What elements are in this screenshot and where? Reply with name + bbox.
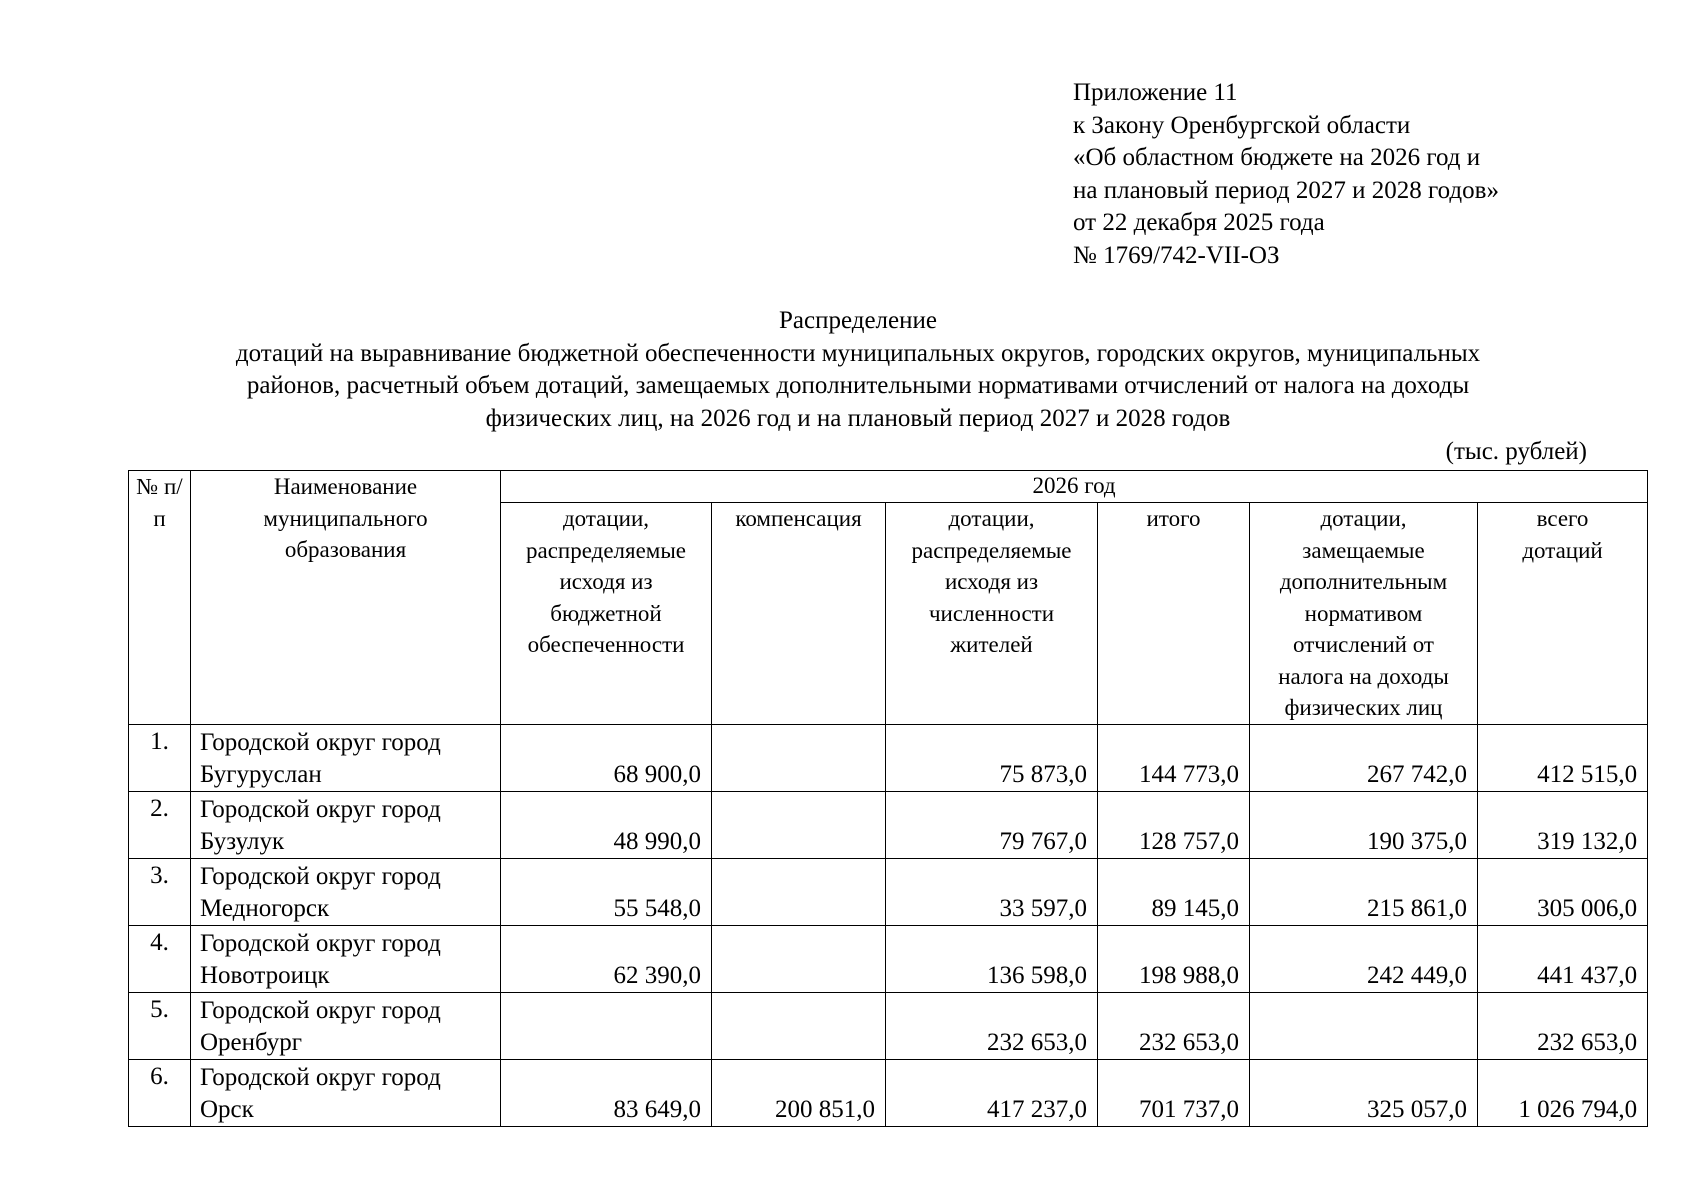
table-row bbox=[129, 791, 1648, 858]
document-title bbox=[128, 305, 1588, 435]
appendix-line: к Закону Оренбургской области bbox=[1073, 111, 1411, 139]
cell-population: 79 767,0 bbox=[886, 791, 1098, 858]
row-number: 3. bbox=[129, 858, 191, 925]
cell-grand-total: 441 437,0 bbox=[1478, 925, 1648, 992]
cell-budget bbox=[501, 992, 712, 1059]
cell-compensation: 200 851,0 bbox=[712, 1059, 886, 1126]
cell-ndfl: 215 861,0 bbox=[1250, 858, 1478, 925]
row-name: Городской округ город Новотроицк bbox=[191, 925, 501, 992]
appendix-line: № 1769/742-VII-ОЗ bbox=[1073, 241, 1280, 269]
table-row bbox=[129, 992, 1648, 1059]
cell-budget: 62 390,0 bbox=[501, 925, 712, 992]
cell-ndfl: 242 449,0 bbox=[1250, 925, 1478, 992]
row-name: Городской округ город Оренбург bbox=[191, 992, 501, 1059]
cell-total: 198 988,0 bbox=[1098, 925, 1250, 992]
cell-grand-total: 1 026 794,0 bbox=[1478, 1059, 1648, 1126]
table-row bbox=[129, 724, 1648, 791]
cell-budget: 55 548,0 bbox=[501, 858, 712, 925]
cell-grand-total: 232 653,0 bbox=[1478, 992, 1648, 1059]
row-name: Городской округ город Бузулук bbox=[191, 791, 501, 858]
row-number: 5. bbox=[129, 992, 191, 1059]
row-number: 4. bbox=[129, 925, 191, 992]
header-col-population: дотации, распределяемые исходя из численности жителей bbox=[886, 503, 1098, 725]
appendix-block bbox=[1073, 77, 1499, 272]
title-line: физических лиц, на 2026 год и на плановый период 2027 и 2028 годов bbox=[485, 404, 1231, 432]
units-label: (тыс. рублей) bbox=[1445, 438, 1587, 465]
row-number: 6. bbox=[129, 1059, 191, 1126]
cell-grand-total: 305 006,0 bbox=[1478, 858, 1648, 925]
appendix-line: «Об областном бюджете на 2026 год и bbox=[1073, 144, 1481, 171]
appendix-line: на плановый период 2027 и 2028 годов» bbox=[1073, 176, 1499, 204]
row-name: Городской округ город Бугуруслан bbox=[191, 724, 501, 791]
cell-total: 232 653,0 bbox=[1098, 992, 1250, 1059]
distribution-table bbox=[128, 470, 1648, 1127]
header-num: № п/п bbox=[129, 471, 191, 725]
row-number: 1. bbox=[129, 724, 191, 791]
appendix-line: Приложение 11 bbox=[1073, 79, 1238, 106]
cell-population: 33 597,0 bbox=[886, 858, 1098, 925]
cell-compensation bbox=[712, 858, 886, 925]
appendix-line: от 22 декабря 2025 года bbox=[1073, 209, 1325, 236]
table-row bbox=[129, 1059, 1648, 1126]
cell-total: 701 737,0 bbox=[1098, 1059, 1250, 1126]
cell-population: 75 873,0 bbox=[886, 724, 1098, 791]
header-name: Наименование муниципального образования bbox=[191, 471, 501, 725]
cell-compensation bbox=[712, 925, 886, 992]
cell-grand-total: 412 515,0 bbox=[1478, 724, 1648, 791]
cell-ndfl: 190 375,0 bbox=[1250, 791, 1478, 858]
cell-population: 136 598,0 bbox=[886, 925, 1098, 992]
row-name: Городской округ город Медногорск bbox=[191, 858, 501, 925]
header-col-budget: дотации, распределяемые исходя из бюджетной обеспеченности bbox=[501, 503, 712, 725]
title-line: районов, расчетный объем дотаций, замещаемых дополнительными нормативами отчислений от налога на доходы bbox=[246, 372, 1470, 399]
row-name: Городской округ город Орск bbox=[191, 1059, 501, 1126]
cell-budget: 68 900,0 bbox=[501, 724, 712, 791]
cell-compensation bbox=[712, 791, 886, 858]
cell-budget: 83 649,0 bbox=[501, 1059, 712, 1126]
title-line: Распределение bbox=[779, 307, 937, 334]
cell-population: 232 653,0 bbox=[886, 992, 1098, 1059]
header-col-ndfl: дотации, замещаемые дополнительным нормативом отчислений от налога на доходы физических лиц bbox=[1250, 503, 1478, 725]
row-number: 2. bbox=[129, 791, 191, 858]
cell-ndfl: 325 057,0 bbox=[1250, 1059, 1478, 1126]
header-year: 2026 год bbox=[501, 471, 1648, 503]
header-col-total: итого bbox=[1098, 503, 1250, 725]
header-col-compensation: компенсация bbox=[712, 503, 886, 725]
header-col-grand-total: всего дотаций bbox=[1478, 503, 1648, 725]
cell-ndfl: 267 742,0 bbox=[1250, 724, 1478, 791]
header-row-year bbox=[129, 471, 1648, 503]
cell-compensation bbox=[712, 724, 886, 791]
cell-total: 144 773,0 bbox=[1098, 724, 1250, 791]
table-row bbox=[129, 925, 1648, 992]
table-row bbox=[129, 858, 1648, 925]
cell-grand-total: 319 132,0 bbox=[1478, 791, 1648, 858]
cell-total: 128 757,0 bbox=[1098, 791, 1250, 858]
cell-budget: 48 990,0 bbox=[501, 791, 712, 858]
title-line: дотаций на выравнивание бюджетной обеспеченности муниципальных округов, городских округов, муниципальных bbox=[235, 339, 1481, 367]
cell-compensation bbox=[712, 992, 886, 1059]
cell-total: 89 145,0 bbox=[1098, 858, 1250, 925]
cell-population: 417 237,0 bbox=[886, 1059, 1098, 1126]
cell-ndfl bbox=[1250, 992, 1478, 1059]
